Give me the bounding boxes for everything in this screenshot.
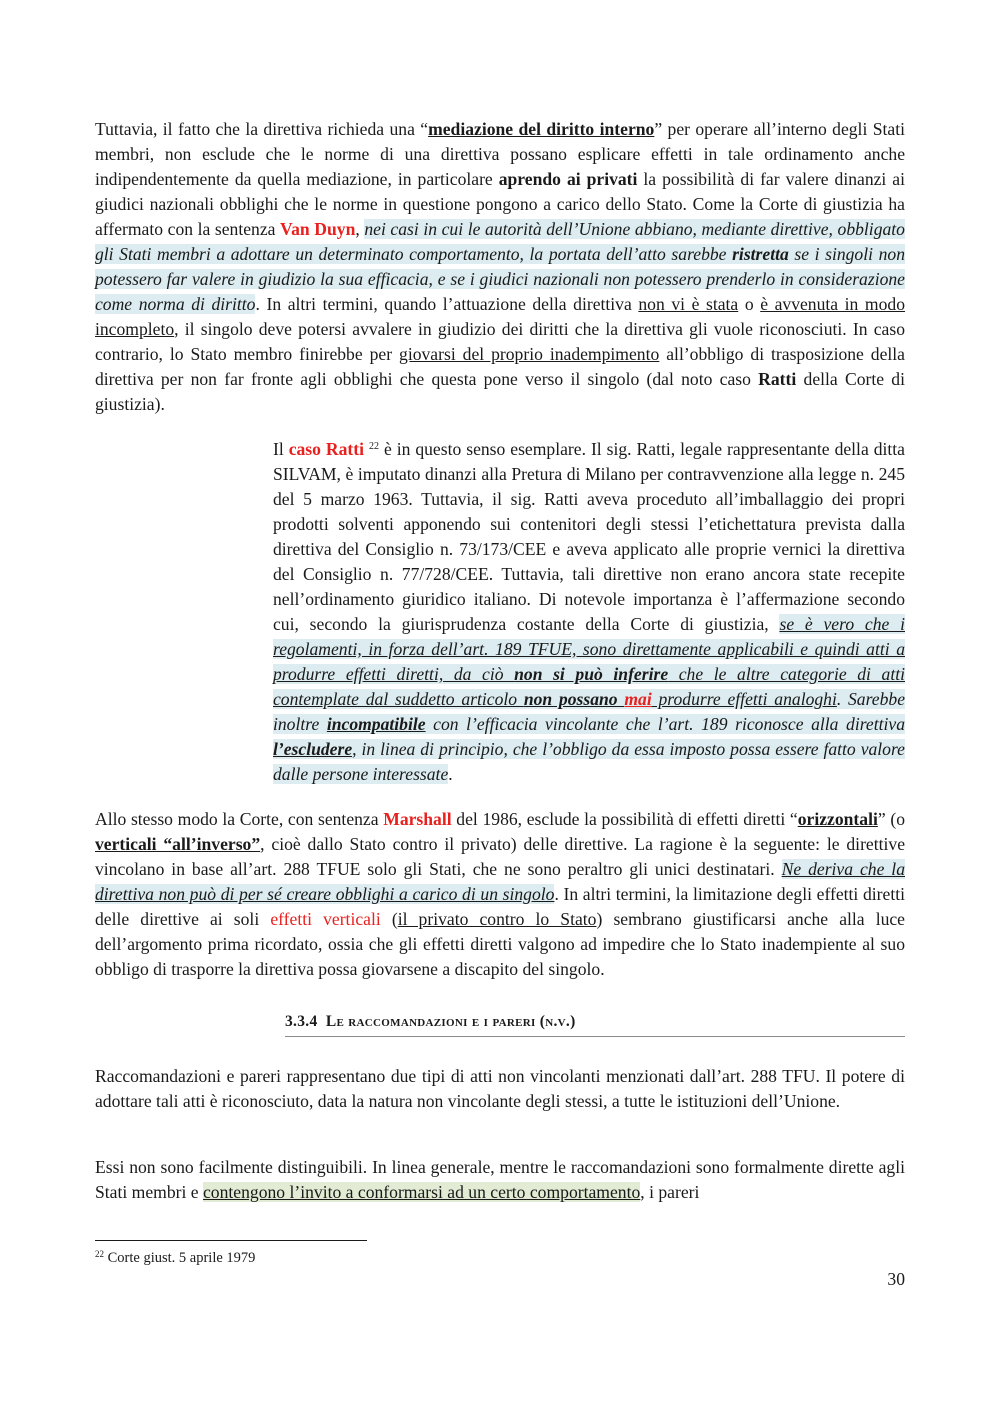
section-heading <box>285 1013 576 1031</box>
underlined-text: il privato contro lo Stato <box>397 909 597 929</box>
text-run: . <box>448 764 453 784</box>
text-run: , <box>355 219 365 239</box>
text-run: , i pareri <box>640 1182 700 1202</box>
highlighted-quote-bold: incompatibile <box>326 714 426 734</box>
paragraph-direct-effect <box>95 117 905 417</box>
underlined-text: è avvenuta in modo incompleto <box>95 294 906 339</box>
text-run: Tuttavia, il fatto che la direttiva richieda una “ <box>95 119 429 139</box>
text-run: . In altri termini, quando l’attuazione della direttiva <box>255 294 639 314</box>
emphasis-vertical-effects: effetti verticali <box>270 909 381 929</box>
highlighted-quote: che le altre categorie di atti contemplate dal suddetto articolo <box>273 664 905 709</box>
indented-case-box <box>273 437 905 787</box>
highlighted-quote: , in linea di principio, che l’obbligo da essa imposto possa essere fatto valore dalle persone interessate <box>273 739 905 784</box>
text-run: Essi non sono facilmente distinguibili. In linea generale, mentre le raccomandazioni sono formalmente dirette agli Stati membri e <box>95 1157 905 1202</box>
text-run: è in questo senso esemplare. Il sig. Ratti, legale rappresentante della ditta SILVAM, è imputato dinanzi alla Pretura di Milano per contravvenzione alla legge n. 245 del 5 marzo 1963. Tuttavia, il sig. Ratti aveva proceduto all’imballaggio dei propri prodotti solventi apponendo sui contenitori degli stessi l’etichettatura prevista dalla direttiva del Consiglio n. 73/173/CEE e aveva applicato alle proprie vernici la direttiva del Consiglio n. 77/728/CEE. Tuttavia, tali direttive non erano ancora state recepite nell’ordinamento giuridico italiano. Di notevole importanza è l’affermazione secondo cui, secondo la giurisprudenza costante della Corte di giustizia, <box>273 439 905 634</box>
highlighted-quote-bold: non possano <box>523 689 618 709</box>
highlighted-quote-bold: l’escludere <box>273 739 353 759</box>
text-run: , cioè dallo Stato contro il privato) delle direttive. La ragione è la seguente: le direttive vincolano in base all’art. 288 TFUE solo gli Stati, che ne sono peraltro gli unici destinatari. <box>95 834 906 879</box>
underlined-text: non vi è stata <box>638 294 739 314</box>
highlighted-quote-bold: ristretta <box>732 244 789 264</box>
highlighted-quote: . Sarebbe inoltre <box>273 689 906 734</box>
highlighted-text-green: contengono l’invito a conformarsi ad un certo comportamento <box>203 1182 641 1202</box>
text-run: della Corte di giustizia). <box>95 369 905 414</box>
text-run: la possibilità di far valere dinanzi ai giudici nazionali obblighi che le norme in questione pongono a carico dello Stato. Come la Corte di giustizia ha affermato con la sentenza <box>95 169 905 239</box>
emphasis-horizontal: orizzontali <box>797 809 878 829</box>
emphasis-private-parties: aprendo ai privati <box>498 169 638 189</box>
highlighted-quote: nei casi in cui le autorità dell’Unione abbiano, mediante direttive, obbligato gli Stati membri a adottare un determinato comportamento, la portata dell’atto sarebbe <box>95 219 905 264</box>
text-run: . In altri termini, la limitazione degli effetti diretti delle direttive ai soli <box>95 884 905 929</box>
footnote-separator <box>95 1240 367 1241</box>
highlighted-quote-bold: non si può inferire <box>514 664 669 684</box>
text-run: all’obbligo di trasposizione della direttiva per non far fronte agli obblighi che questa pone verso il singolo (dal noto caso <box>95 344 905 389</box>
paragraph-recommendations <box>95 1064 905 1114</box>
case-name-marshall: Marshall <box>383 809 452 829</box>
paragraph-marshall <box>95 807 905 982</box>
highlighted-quote: se è vero che i regolamenti, in forza dell’art. 189 TFUE, sono direttamente applicabili e quindi atti a produrre effetti diretti, da ciò <box>273 614 905 684</box>
text-run: ) sembrano giustificarsi anche alla luce dell’argomento prima ricordato, ossia che gli effetti diretti valgono ad impedire che lo Stato inadempiente al suo obbligo di trasporre la direttiva possa giovarsene a discapito del singolo. <box>95 909 905 979</box>
text-run: ” (o <box>877 809 905 829</box>
text-run: Allo stesso modo la Corte, con sentenza <box>95 809 384 829</box>
text-run: ” per operare all’interno degli Stati membri, non esclude che le norme di una direttiva possano esplicare effetti in tale ordinamento anche indipendentemente da quella mediazione, in particolare <box>95 119 905 189</box>
text-run: , il singolo deve potersi avvalere in giudizio dei diritti che la direttiva gli vuole riconosciuti. In caso contrario, lo Stato membro finirebbe per <box>95 319 905 364</box>
section-number: 3.3.4 <box>285 1013 318 1030</box>
emphasis-inverse-vertical: verticali “all’inverso” <box>95 834 261 854</box>
highlighted-quote: produrre effetti analoghi <box>651 689 837 709</box>
highlighted-quote: Ne deriva che la direttiva non può di per sé creare obblighi a carico di un singolo <box>95 859 905 904</box>
section-title: Le raccomandazioni e i pareri (n.v.) <box>325 1013 576 1030</box>
footnote-text: Corte giust. 5 aprile 1979 <box>107 1250 256 1266</box>
paragraph-distinction <box>95 1155 905 1205</box>
highlighted-quote: con l’efficacia vincolante che l’art. 189 riconosce alla direttiva <box>425 714 905 734</box>
text-run: o <box>738 294 761 314</box>
emphasis-internal-mediation: mediazione del diritto interno <box>428 119 655 139</box>
highlighted-quote: se i singoli non potessero far valere in giudizio la sua efficacia, e se i giudici nazionali non potessero prenderlo in considerazione come norma di diritto <box>95 244 905 314</box>
text-run: Il <box>273 439 289 459</box>
case-name-van-duyn: Van Duyn <box>280 219 356 239</box>
page-number: 30 <box>887 1269 905 1289</box>
footnote-number: 22 <box>95 1249 104 1259</box>
footnote <box>95 1250 255 1267</box>
text-run: ( <box>380 909 398 929</box>
heading-underline <box>285 1036 905 1037</box>
text-run: Raccomandazioni e pareri rappresentano due tipi di atti non vincolanti menzionati dall’art. 288 TFU. Il potere di adottare tali atti è riconosciuto, data la natura non vincolante degli stessi, a tutte le istituzioni dell’Unione. <box>95 1066 905 1111</box>
text-run: del 1986, esclude la possibilità di effetti diretti “ <box>451 809 798 829</box>
underlined-text: giovarsi del proprio inadempimento <box>399 344 660 364</box>
case-name-ratti: caso Ratti <box>288 439 365 459</box>
emphasis-mai: mai <box>624 689 652 709</box>
case-name-ratti: Ratti <box>758 369 797 389</box>
footnote-reference[interactable]: 22 <box>368 441 379 452</box>
